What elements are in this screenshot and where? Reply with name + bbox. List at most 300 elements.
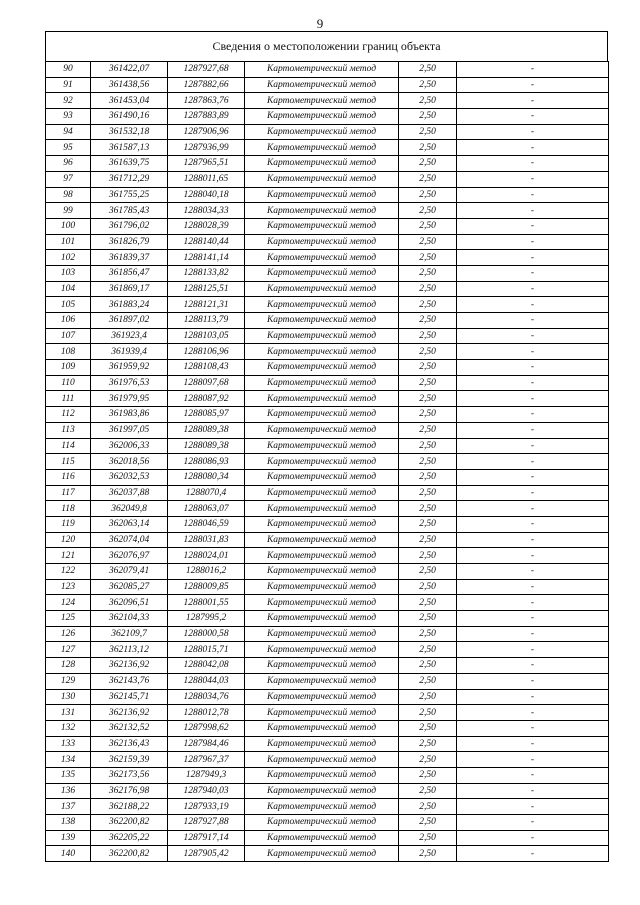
x-coordinate-cell: 362173,56: [91, 767, 168, 783]
description-cell: -: [457, 360, 609, 376]
description-cell: -: [457, 422, 609, 438]
y-coordinate-cell: 1288012,78: [168, 705, 245, 721]
point-number-cell: 139: [46, 830, 91, 846]
x-coordinate-cell: 362136,92: [91, 705, 168, 721]
accuracy-cell: 2,50: [399, 454, 457, 470]
y-coordinate-cell: 1288040,18: [168, 187, 245, 203]
x-coordinate-cell: 361422,07: [91, 62, 168, 78]
accuracy-cell: 2,50: [399, 501, 457, 517]
y-coordinate-cell: 1288106,96: [168, 344, 245, 360]
description-cell: -: [457, 595, 609, 611]
accuracy-cell: 2,50: [399, 595, 457, 611]
x-coordinate-cell: 362200,82: [91, 846, 168, 862]
description-cell: -: [457, 62, 609, 78]
accuracy-cell: 2,50: [399, 673, 457, 689]
table-row: [46, 673, 609, 689]
table-row: [46, 830, 609, 846]
x-coordinate-cell: 362188,22: [91, 799, 168, 815]
y-coordinate-cell: 1287906,96: [168, 124, 245, 140]
accuracy-cell: 2,50: [399, 360, 457, 376]
method-cell: Картометрический метод: [245, 658, 399, 674]
y-coordinate-cell: 1288108,43: [168, 360, 245, 376]
accuracy-cell: 2,50: [399, 203, 457, 219]
accuracy-cell: 2,50: [399, 532, 457, 548]
x-coordinate-cell: 362136,92: [91, 658, 168, 674]
description-cell: -: [457, 265, 609, 281]
point-number-cell: 115: [46, 454, 91, 470]
method-cell: Картометрический метод: [245, 171, 399, 187]
y-coordinate-cell: 1288097,68: [168, 375, 245, 391]
x-coordinate-cell: 362200,82: [91, 815, 168, 831]
accuracy-cell: 2,50: [399, 783, 457, 799]
table-row: [46, 454, 609, 470]
table-row: [46, 783, 609, 799]
description-cell: -: [457, 767, 609, 783]
point-number-cell: 90: [46, 62, 91, 78]
accuracy-cell: 2,50: [399, 328, 457, 344]
x-coordinate-cell: 362132,52: [91, 720, 168, 736]
y-coordinate-cell: 1287949,3: [168, 767, 245, 783]
y-coordinate-cell: 1288086,93: [168, 454, 245, 470]
table-row: [46, 595, 609, 611]
method-cell: Картометрический метод: [245, 830, 399, 846]
accuracy-cell: 2,50: [399, 344, 457, 360]
y-coordinate-cell: 1287995,2: [168, 611, 245, 627]
accuracy-cell: 2,50: [399, 815, 457, 831]
y-coordinate-cell: 1288000,58: [168, 626, 245, 642]
y-coordinate-cell: 1288089,38: [168, 422, 245, 438]
x-coordinate-cell: 361869,17: [91, 281, 168, 297]
description-cell: -: [457, 454, 609, 470]
table-row: [46, 422, 609, 438]
description-cell: -: [457, 736, 609, 752]
table-row: [46, 485, 609, 501]
x-coordinate-cell: 361959,92: [91, 360, 168, 376]
method-cell: Картометрический метод: [245, 736, 399, 752]
y-coordinate-cell: 1288028,39: [168, 218, 245, 234]
accuracy-cell: 2,50: [399, 626, 457, 642]
point-number-cell: 116: [46, 469, 91, 485]
point-number-cell: 99: [46, 203, 91, 219]
accuracy-cell: 2,50: [399, 438, 457, 454]
y-coordinate-cell: 1288085,97: [168, 407, 245, 423]
point-number-cell: 125: [46, 611, 91, 627]
method-cell: Картометрический метод: [245, 642, 399, 658]
description-cell: -: [457, 548, 609, 564]
accuracy-cell: 2,50: [399, 564, 457, 580]
x-coordinate-cell: 361785,43: [91, 203, 168, 219]
table-row: [46, 313, 609, 329]
table-row: [46, 109, 609, 125]
table-row: [46, 689, 609, 705]
accuracy-cell: 2,50: [399, 171, 457, 187]
y-coordinate-cell: 1287927,68: [168, 62, 245, 78]
x-coordinate-cell: 361897,02: [91, 313, 168, 329]
y-coordinate-cell: 1287882,66: [168, 77, 245, 93]
method-cell: Картометрический метод: [245, 281, 399, 297]
method-cell: Картометрический метод: [245, 689, 399, 705]
accuracy-cell: 2,50: [399, 93, 457, 109]
table-row: [46, 407, 609, 423]
description-cell: -: [457, 140, 609, 156]
accuracy-cell: 2,50: [399, 720, 457, 736]
x-coordinate-cell: 362104,33: [91, 611, 168, 627]
x-coordinate-cell: 361490,16: [91, 109, 168, 125]
description-cell: -: [457, 815, 609, 831]
point-number-cell: 98: [46, 187, 91, 203]
method-cell: Картометрический метод: [245, 564, 399, 580]
description-cell: -: [457, 391, 609, 407]
accuracy-cell: 2,50: [399, 422, 457, 438]
x-coordinate-cell: 361976,53: [91, 375, 168, 391]
description-cell: -: [457, 579, 609, 595]
y-coordinate-cell: 1287965,51: [168, 156, 245, 172]
method-cell: Картометрический метод: [245, 62, 399, 78]
point-number-cell: 134: [46, 752, 91, 768]
accuracy-cell: 2,50: [399, 579, 457, 595]
x-coordinate-cell: 362159,39: [91, 752, 168, 768]
method-cell: Картометрический метод: [245, 344, 399, 360]
method-cell: Картометрический метод: [245, 203, 399, 219]
point-number-cell: 104: [46, 281, 91, 297]
method-cell: Картометрический метод: [245, 516, 399, 532]
point-number-cell: 100: [46, 218, 91, 234]
accuracy-cell: 2,50: [399, 642, 457, 658]
y-coordinate-cell: 1288009,85: [168, 579, 245, 595]
accuracy-cell: 2,50: [399, 281, 457, 297]
point-number-cell: 131: [46, 705, 91, 721]
description-cell: -: [457, 203, 609, 219]
x-coordinate-cell: 361438,56: [91, 77, 168, 93]
accuracy-cell: 2,50: [399, 218, 457, 234]
method-cell: Картометрический метод: [245, 579, 399, 595]
point-number-cell: 113: [46, 422, 91, 438]
table-row: [46, 516, 609, 532]
y-coordinate-cell: 1288024,01: [168, 548, 245, 564]
table-row: [46, 234, 609, 250]
method-cell: Картометрический метод: [245, 422, 399, 438]
x-coordinate-cell: 362085,27: [91, 579, 168, 595]
y-coordinate-cell: 1287936,99: [168, 140, 245, 156]
description-cell: -: [457, 642, 609, 658]
table-row: [46, 799, 609, 815]
table-row: [46, 736, 609, 752]
accuracy-cell: 2,50: [399, 752, 457, 768]
y-coordinate-cell: 1288113,79: [168, 313, 245, 329]
point-number-cell: 118: [46, 501, 91, 517]
y-coordinate-cell: 1288103,05: [168, 328, 245, 344]
point-number-cell: 106: [46, 313, 91, 329]
method-cell: Картометрический метод: [245, 187, 399, 203]
point-number-cell: 95: [46, 140, 91, 156]
table-row: [46, 187, 609, 203]
y-coordinate-cell: 1288046,59: [168, 516, 245, 532]
point-number-cell: 92: [46, 93, 91, 109]
description-cell: -: [457, 407, 609, 423]
accuracy-cell: 2,50: [399, 469, 457, 485]
point-number-cell: 135: [46, 767, 91, 783]
x-coordinate-cell: 361639,75: [91, 156, 168, 172]
description-cell: -: [457, 799, 609, 815]
accuracy-cell: 2,50: [399, 375, 457, 391]
description-cell: -: [457, 250, 609, 266]
table-row: [46, 62, 609, 78]
point-number-cell: 105: [46, 297, 91, 313]
description-cell: -: [457, 673, 609, 689]
x-coordinate-cell: 362113,12: [91, 642, 168, 658]
table-row: [46, 658, 609, 674]
point-number-cell: 94: [46, 124, 91, 140]
point-number-cell: 123: [46, 579, 91, 595]
y-coordinate-cell: 1287933,19: [168, 799, 245, 815]
accuracy-cell: 2,50: [399, 548, 457, 564]
method-cell: Картометрический метод: [245, 328, 399, 344]
y-coordinate-cell: 1288044,03: [168, 673, 245, 689]
page-number: 9: [316, 16, 324, 31]
table-row: [46, 579, 609, 595]
x-coordinate-cell: 361755,25: [91, 187, 168, 203]
description-cell: -: [457, 375, 609, 391]
y-coordinate-cell: 1288042,08: [168, 658, 245, 674]
table-row: [46, 156, 609, 172]
description-cell: -: [457, 626, 609, 642]
y-coordinate-cell: 1288070,4: [168, 485, 245, 501]
table-row: [46, 77, 609, 93]
point-number-cell: 102: [46, 250, 91, 266]
x-coordinate-cell: 362145,71: [91, 689, 168, 705]
y-coordinate-cell: 1288089,38: [168, 438, 245, 454]
x-coordinate-cell: 362136,43: [91, 736, 168, 752]
accuracy-cell: 2,50: [399, 407, 457, 423]
table-row: [46, 203, 609, 219]
y-coordinate-cell: 1288015,71: [168, 642, 245, 658]
point-number-cell: 124: [46, 595, 91, 611]
accuracy-cell: 2,50: [399, 658, 457, 674]
x-coordinate-cell: 361997,05: [91, 422, 168, 438]
point-number-cell: 108: [46, 344, 91, 360]
accuracy-cell: 2,50: [399, 140, 457, 156]
description-cell: -: [457, 156, 609, 172]
method-cell: Картометрический метод: [245, 391, 399, 407]
point-number-cell: 129: [46, 673, 91, 689]
description-cell: -: [457, 281, 609, 297]
description-cell: -: [457, 501, 609, 517]
description-cell: -: [457, 187, 609, 203]
table-body: [46, 62, 609, 862]
y-coordinate-cell: 1287967,37: [168, 752, 245, 768]
x-coordinate-cell: 362079,41: [91, 564, 168, 580]
table-row: [46, 846, 609, 862]
point-number-cell: 127: [46, 642, 91, 658]
point-number-cell: 128: [46, 658, 91, 674]
table-row: [46, 375, 609, 391]
coordinates-table: [45, 61, 609, 862]
x-coordinate-cell: 362143,76: [91, 673, 168, 689]
method-cell: Картометрический метод: [245, 752, 399, 768]
point-number-cell: 122: [46, 564, 91, 580]
accuracy-cell: 2,50: [399, 124, 457, 140]
method-cell: Картометрический метод: [245, 705, 399, 721]
method-cell: Картометрический метод: [245, 469, 399, 485]
point-number-cell: 132: [46, 720, 91, 736]
method-cell: Картометрический метод: [245, 532, 399, 548]
method-cell: Картометрический метод: [245, 140, 399, 156]
table-row: [46, 360, 609, 376]
y-coordinate-cell: 1288087,92: [168, 391, 245, 407]
table-row: [46, 767, 609, 783]
x-coordinate-cell: 361839,37: [91, 250, 168, 266]
description-cell: -: [457, 846, 609, 862]
description-cell: -: [457, 171, 609, 187]
point-number-cell: 136: [46, 783, 91, 799]
x-coordinate-cell: 362006,33: [91, 438, 168, 454]
x-coordinate-cell: 361826,79: [91, 234, 168, 250]
method-cell: Картометрический метод: [245, 815, 399, 831]
accuracy-cell: 2,50: [399, 234, 457, 250]
point-number-cell: 133: [46, 736, 91, 752]
x-coordinate-cell: 361532,18: [91, 124, 168, 140]
point-number-cell: 111: [46, 391, 91, 407]
method-cell: Картометрический метод: [245, 673, 399, 689]
table-row: [46, 391, 609, 407]
accuracy-cell: 2,50: [399, 516, 457, 532]
method-cell: Картометрический метод: [245, 124, 399, 140]
x-coordinate-cell: 362037,88: [91, 485, 168, 501]
point-number-cell: 126: [46, 626, 91, 642]
table-row: [46, 297, 609, 313]
method-cell: Картометрический метод: [245, 407, 399, 423]
table-row: [46, 705, 609, 721]
description-cell: -: [457, 485, 609, 501]
x-coordinate-cell: 362076,97: [91, 548, 168, 564]
x-coordinate-cell: 361453,04: [91, 93, 168, 109]
accuracy-cell: 2,50: [399, 391, 457, 407]
accuracy-cell: 2,50: [399, 109, 457, 125]
point-number-cell: 112: [46, 407, 91, 423]
accuracy-cell: 2,50: [399, 62, 457, 78]
x-coordinate-cell: 362176,98: [91, 783, 168, 799]
x-coordinate-cell: 362074,04: [91, 532, 168, 548]
table-row: [46, 752, 609, 768]
point-number-cell: 117: [46, 485, 91, 501]
method-cell: Картометрический метод: [245, 297, 399, 313]
x-coordinate-cell: 361939,4: [91, 344, 168, 360]
x-coordinate-cell: 362205,22: [91, 830, 168, 846]
table-row: [46, 140, 609, 156]
y-coordinate-cell: 1288125,51: [168, 281, 245, 297]
description-cell: -: [457, 93, 609, 109]
table-row: [46, 626, 609, 642]
table-row: [46, 611, 609, 627]
point-number-cell: 103: [46, 265, 91, 281]
table-row: [46, 564, 609, 580]
x-coordinate-cell: 362018,56: [91, 454, 168, 470]
x-coordinate-cell: 362109,7: [91, 626, 168, 642]
table-title: Сведения о местоположении границ объекта: [45, 31, 608, 61]
y-coordinate-cell: 1288001,55: [168, 595, 245, 611]
method-cell: Картометрический метод: [245, 375, 399, 391]
accuracy-cell: 2,50: [399, 611, 457, 627]
x-coordinate-cell: 361983,86: [91, 407, 168, 423]
accuracy-cell: 2,50: [399, 313, 457, 329]
x-coordinate-cell: 361712,29: [91, 171, 168, 187]
method-cell: Картометрический метод: [245, 501, 399, 517]
accuracy-cell: 2,50: [399, 250, 457, 266]
description-cell: -: [457, 313, 609, 329]
point-number-cell: 120: [46, 532, 91, 548]
y-coordinate-cell: 1287917,14: [168, 830, 245, 846]
point-number-cell: 93: [46, 109, 91, 125]
x-coordinate-cell: 362063,14: [91, 516, 168, 532]
boundary-table-frame: [45, 31, 608, 862]
table-row: [46, 501, 609, 517]
y-coordinate-cell: 1288034,33: [168, 203, 245, 219]
description-cell: -: [457, 752, 609, 768]
y-coordinate-cell: 1288121,31: [168, 297, 245, 313]
table-row: [46, 642, 609, 658]
y-coordinate-cell: 1287905,42: [168, 846, 245, 862]
method-cell: Картометрический метод: [245, 595, 399, 611]
table-row: [46, 281, 609, 297]
method-cell: Картометрический метод: [245, 156, 399, 172]
point-number-cell: 138: [46, 815, 91, 831]
method-cell: Картометрический метод: [245, 485, 399, 501]
point-number-cell: 119: [46, 516, 91, 532]
table-row: [46, 265, 609, 281]
point-number-cell: 140: [46, 846, 91, 862]
point-number-cell: 137: [46, 799, 91, 815]
description-cell: -: [457, 658, 609, 674]
y-coordinate-cell: 1288133,82: [168, 265, 245, 281]
method-cell: Картометрический метод: [245, 93, 399, 109]
point-number-cell: 107: [46, 328, 91, 344]
description-cell: -: [457, 705, 609, 721]
method-cell: Картометрический метод: [245, 77, 399, 93]
y-coordinate-cell: 1287927,88: [168, 815, 245, 831]
x-coordinate-cell: 361883,24: [91, 297, 168, 313]
accuracy-cell: 2,50: [399, 689, 457, 705]
method-cell: Картометрический метод: [245, 767, 399, 783]
point-number-cell: 110: [46, 375, 91, 391]
y-coordinate-cell: 1287883,89: [168, 109, 245, 125]
method-cell: Картометрический метод: [245, 313, 399, 329]
table-row: [46, 171, 609, 187]
accuracy-cell: 2,50: [399, 187, 457, 203]
table-row: [46, 328, 609, 344]
method-cell: Картометрический метод: [245, 720, 399, 736]
point-number-cell: 96: [46, 156, 91, 172]
description-cell: -: [457, 469, 609, 485]
method-cell: Картометрический метод: [245, 218, 399, 234]
method-cell: Картометрический метод: [245, 454, 399, 470]
accuracy-cell: 2,50: [399, 846, 457, 862]
description-cell: -: [457, 516, 609, 532]
method-cell: Картометрический метод: [245, 360, 399, 376]
description-cell: -: [457, 218, 609, 234]
method-cell: Картометрический метод: [245, 611, 399, 627]
method-cell: Картометрический метод: [245, 626, 399, 642]
y-coordinate-cell: 1288140,44: [168, 234, 245, 250]
table-row: [46, 124, 609, 140]
y-coordinate-cell: 1288016,2: [168, 564, 245, 580]
accuracy-cell: 2,50: [399, 799, 457, 815]
description-cell: -: [457, 234, 609, 250]
method-cell: Картометрический метод: [245, 234, 399, 250]
method-cell: Картометрический метод: [245, 799, 399, 815]
accuracy-cell: 2,50: [399, 767, 457, 783]
description-cell: -: [457, 109, 609, 125]
point-number-cell: 130: [46, 689, 91, 705]
